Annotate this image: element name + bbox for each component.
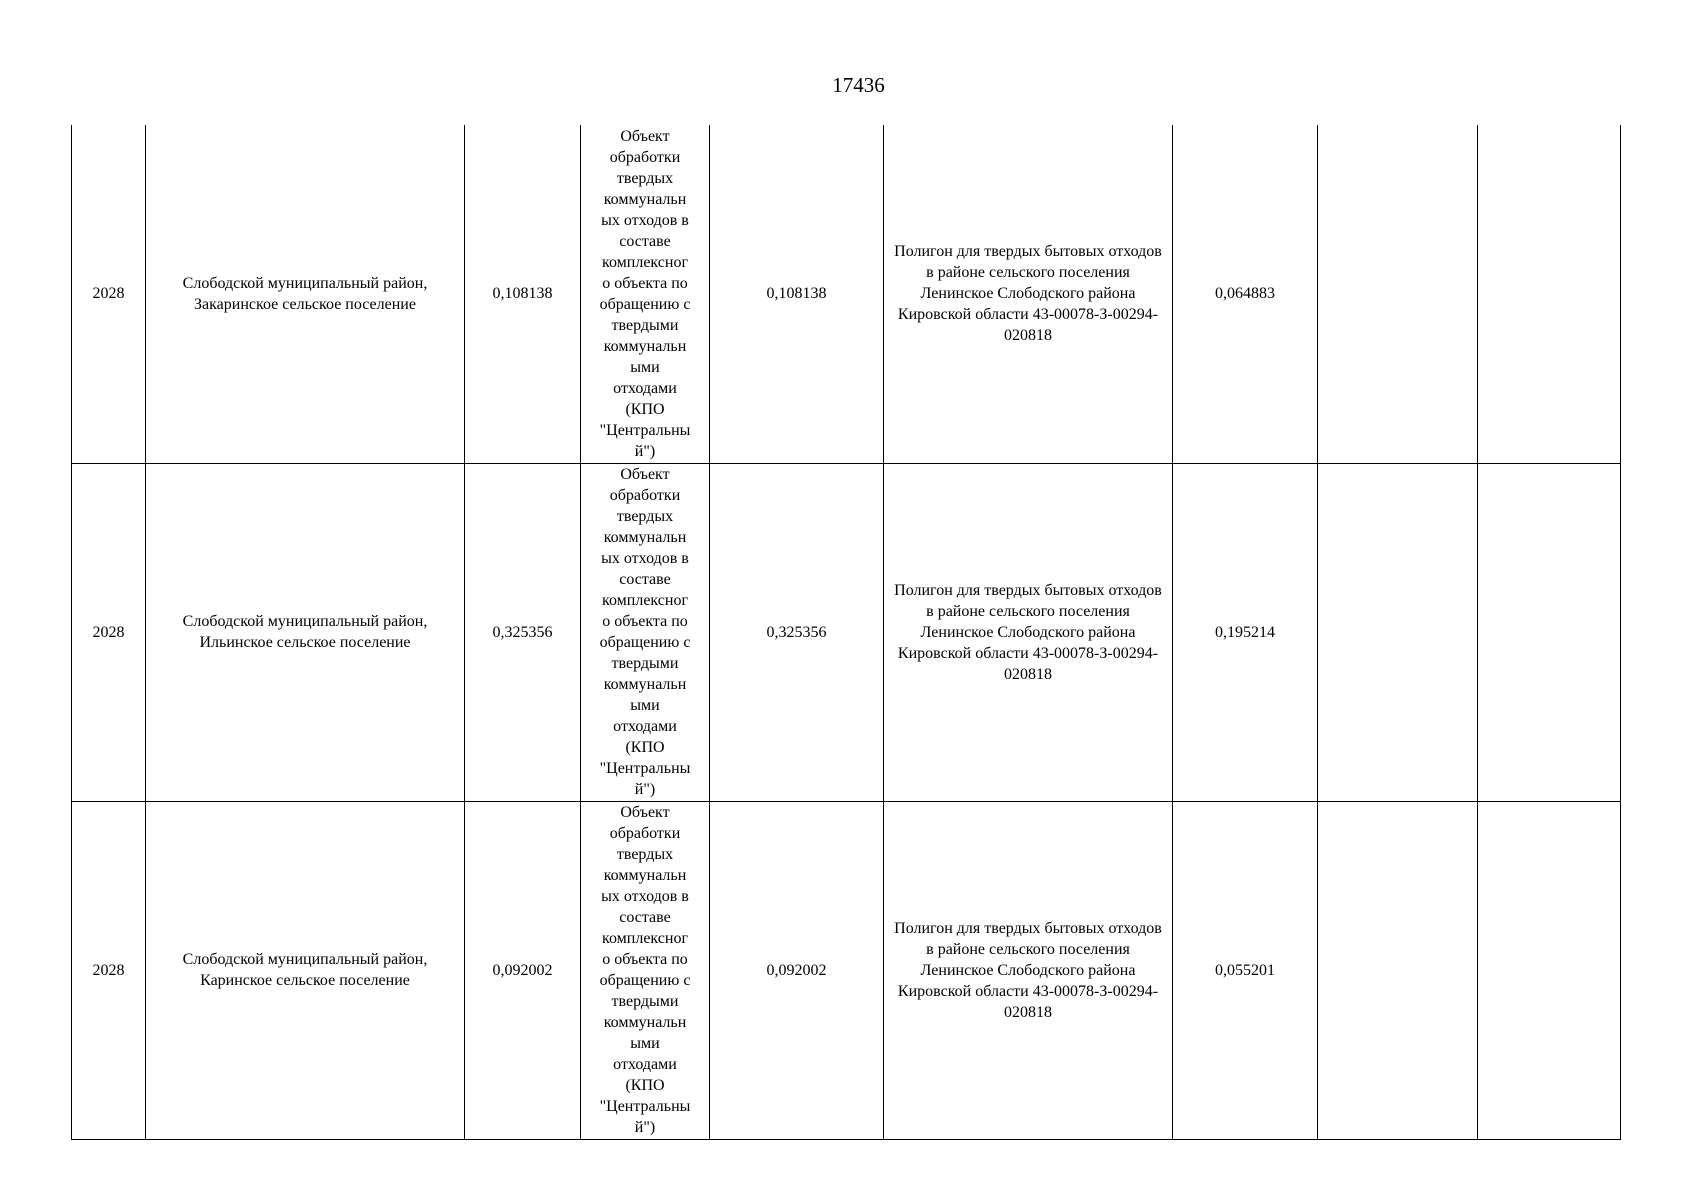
table-row	[72, 801, 1621, 1139]
empty-cell	[1318, 463, 1478, 801]
landfill-cell: Полигон для твердых бытовых отходов в районе сельского поселения Ленинское Слободского района Кировской области 43-00078-З-00294-020818	[884, 801, 1173, 1139]
empty-cell	[1478, 125, 1621, 463]
facility-cell: Объект обработки твердых коммунальн ых отходов в составе комплексног о объекта по обращению с твердыми коммунальн ыми отходами (КПО "Центральны й")	[581, 125, 710, 463]
mass-cell: 0,325356	[465, 463, 581, 801]
empty-cell	[1318, 801, 1478, 1139]
year-cell: 2028	[72, 801, 146, 1139]
mass-landfilled-cell: 0,064883	[1173, 125, 1318, 463]
year-cell: 2028	[72, 463, 146, 801]
empty-cell	[1478, 463, 1621, 801]
page-number: 17436	[832, 73, 885, 97]
landfill-cell: Полигон для твердых бытовых отходов в районе сельского поселения Ленинское Слободского района Кировской области 43-00078-З-00294-020818	[884, 463, 1173, 801]
mass-landfilled-cell: 0,055201	[1173, 801, 1318, 1139]
empty-cell	[1318, 125, 1478, 463]
mass-transferred-cell: 0,325356	[710, 463, 884, 801]
empty-cell	[1478, 801, 1621, 1139]
mass-cell: 0,108138	[465, 125, 581, 463]
area-cell: Слободской муниципальный район, Каринское сельское поселение	[146, 801, 465, 1139]
mass-transferred-cell: 0,108138	[710, 125, 884, 463]
waste-flow-table	[71, 125, 1621, 1140]
area-cell: Слободской муниципальный район, Закаринское сельское поселение	[146, 125, 465, 463]
year-cell: 2028	[72, 125, 146, 463]
landfill-cell: Полигон для твердых бытовых отходов в районе сельского поселения Ленинское Слободского района Кировской области 43-00078-З-00294-020818	[884, 125, 1173, 463]
mass-transferred-cell: 0,092002	[710, 801, 884, 1139]
table-row	[72, 125, 1621, 463]
mass-cell: 0,092002	[465, 801, 581, 1139]
table-row	[72, 463, 1621, 801]
facility-cell: Объект обработки твердых коммунальн ых отходов в составе комплексног о объекта по обращению с твердыми коммунальн ыми отходами (КПО "Центральны й")	[581, 463, 710, 801]
mass-landfilled-cell: 0,195214	[1173, 463, 1318, 801]
area-cell: Слободской муниципальный район, Ильинское сельское поселение	[146, 463, 465, 801]
facility-cell: Объект обработки твердых коммунальн ых отходов в составе комплексног о объекта по обращению с твердыми коммунальн ыми отходами (КПО "Центральны й")	[581, 801, 710, 1139]
